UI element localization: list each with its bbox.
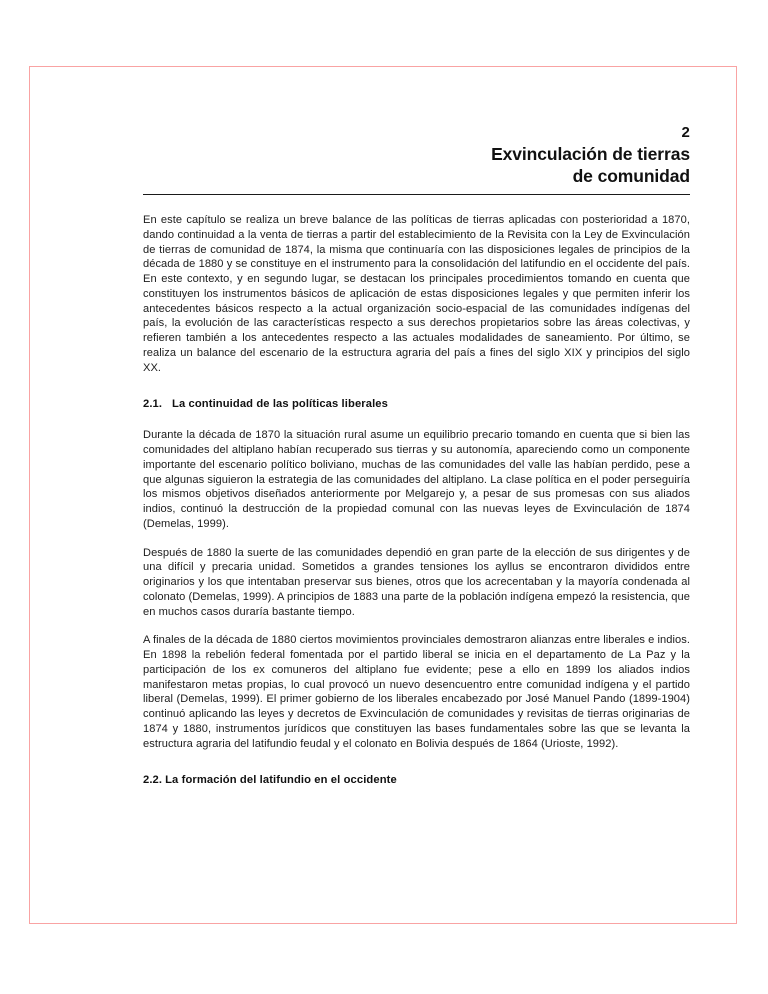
- header-divider-rule: [143, 194, 690, 195]
- section-2-1-paragraph-3: A finales de la década de 1880 ciertos movimientos provinciales demostraron alianzas entre liberales e indios. En 1898 la rebelión federal fomentada por el partido liberal se inicia en el departamento de La Paz y la participación de los ex comuneros del altiplano fue evidente; pese a ello en 1899 los aliados indios manifestaron metas propias, lo cual provocó un nuevo desencuentro entre comunidad indígena y el partido liberal (Demelas, 1999). El primer gobierno de los liberales encabezado por José Manuel Pando (1899-1904) continuó aplicando las leyes y decretos de Exvinculación de comunidades y revisitas de tierras originarias de 1874 y 1880, instrumentos jurídicos que constituyen las bases fundamentales sobre las que se levanta la estructura agraria del latifundio feudal y el colonato en Bolivia después de 1864 (Urioste, 1992).: [143, 634, 690, 750]
- section-2-1-paragraph-1: Durante la década de 1870 la situación rural asume un equilibrio precario tomando en cuenta que si bien las comunidades del altiplano habían recuperado sus tierras y su autonomía, apareciendo como un componente importante del escenario político boliviano, muchas de las comunidades del valle las habían perdido, pese a que algunas siguieron la estrategia de las comunidades del altiplano. La clase política en el poder perseguiría los mismos objetivos diseñados anteriormente por Melgarejo y, a pesar de sus promesas con sus aliados indios, continuó la destrucción de la propiedad comunal con las nuevas leyes de Exvinculación de 1874 (Demelas, 1999).: [143, 429, 690, 530]
- chapter-number: 2: [681, 124, 690, 141]
- chapter-header: [143, 67, 690, 195]
- page-content-column: [143, 67, 690, 788]
- section-heading-2-2: [143, 773, 690, 788]
- chapter-title-line-1: Exvinculación de tierras: [491, 144, 690, 164]
- section-title-2-2: La formación del latifundio en el occidente: [165, 774, 397, 787]
- section-number-2-1: 2.1.: [143, 398, 163, 411]
- section-heading-2-1: [143, 397, 690, 412]
- page-border-frame: [29, 66, 737, 924]
- intro-paragraph: En este capítulo se realiza un breve balance de las políticas de tierras aplicadas con posterioridad a 1870, dando continuidad a la venta de tierras a partir del establecimiento de la Revisita con la Ley de Exvinculación de tierras de comunidad de 1874, la misma que continuaría con las disposiciones legales de principios de la década de 1880 y se constituye en el instrumento para la consolidación del latifundio en el occidente del país. En este contexto, y en segundo lugar, se destacan los principales procedimientos tomando en cuenta que constituyen los instrumentos básicos de aplicación de estas disposiciones legales y que permiten inferir los antecedentes básicos respecto a la actual organización socio-espacial de las comunidades indígenas del país, la evolución de las características respecto a sus derechos propietarios sobre las áreas colectivas, y refieren también a los antecedentes respecto a las actuales modalidades de saneamiento. Por último, se realiza un balance del escenario de la estructura agraria del país a fines del siglo XIX y principios del siglo XX.: [143, 214, 690, 374]
- section-2-1-paragraph-2: Después de 1880 la suerte de las comunidades dependió en gran parte de la elección de sus dirigentes y de una difícil y precaria unidad. Sometidos a grandes tensiones los ayllus se encontraron divididos entre originarios y los que intentaban preservar sus bienes, otros que los acrecentaban y la mayoría condenada al colonato (Demelas, 1999). A principios de 1883 una parte de la población indígena empezó la resistencia, que en muchos casos duraría bastante tiempo.: [143, 546, 690, 618]
- section-number-2-2: 2.2.: [143, 774, 163, 787]
- section-title-2-1: La continuidad de las políticas liberales: [172, 398, 388, 411]
- chapter-title-line-2: de comunidad: [572, 166, 690, 186]
